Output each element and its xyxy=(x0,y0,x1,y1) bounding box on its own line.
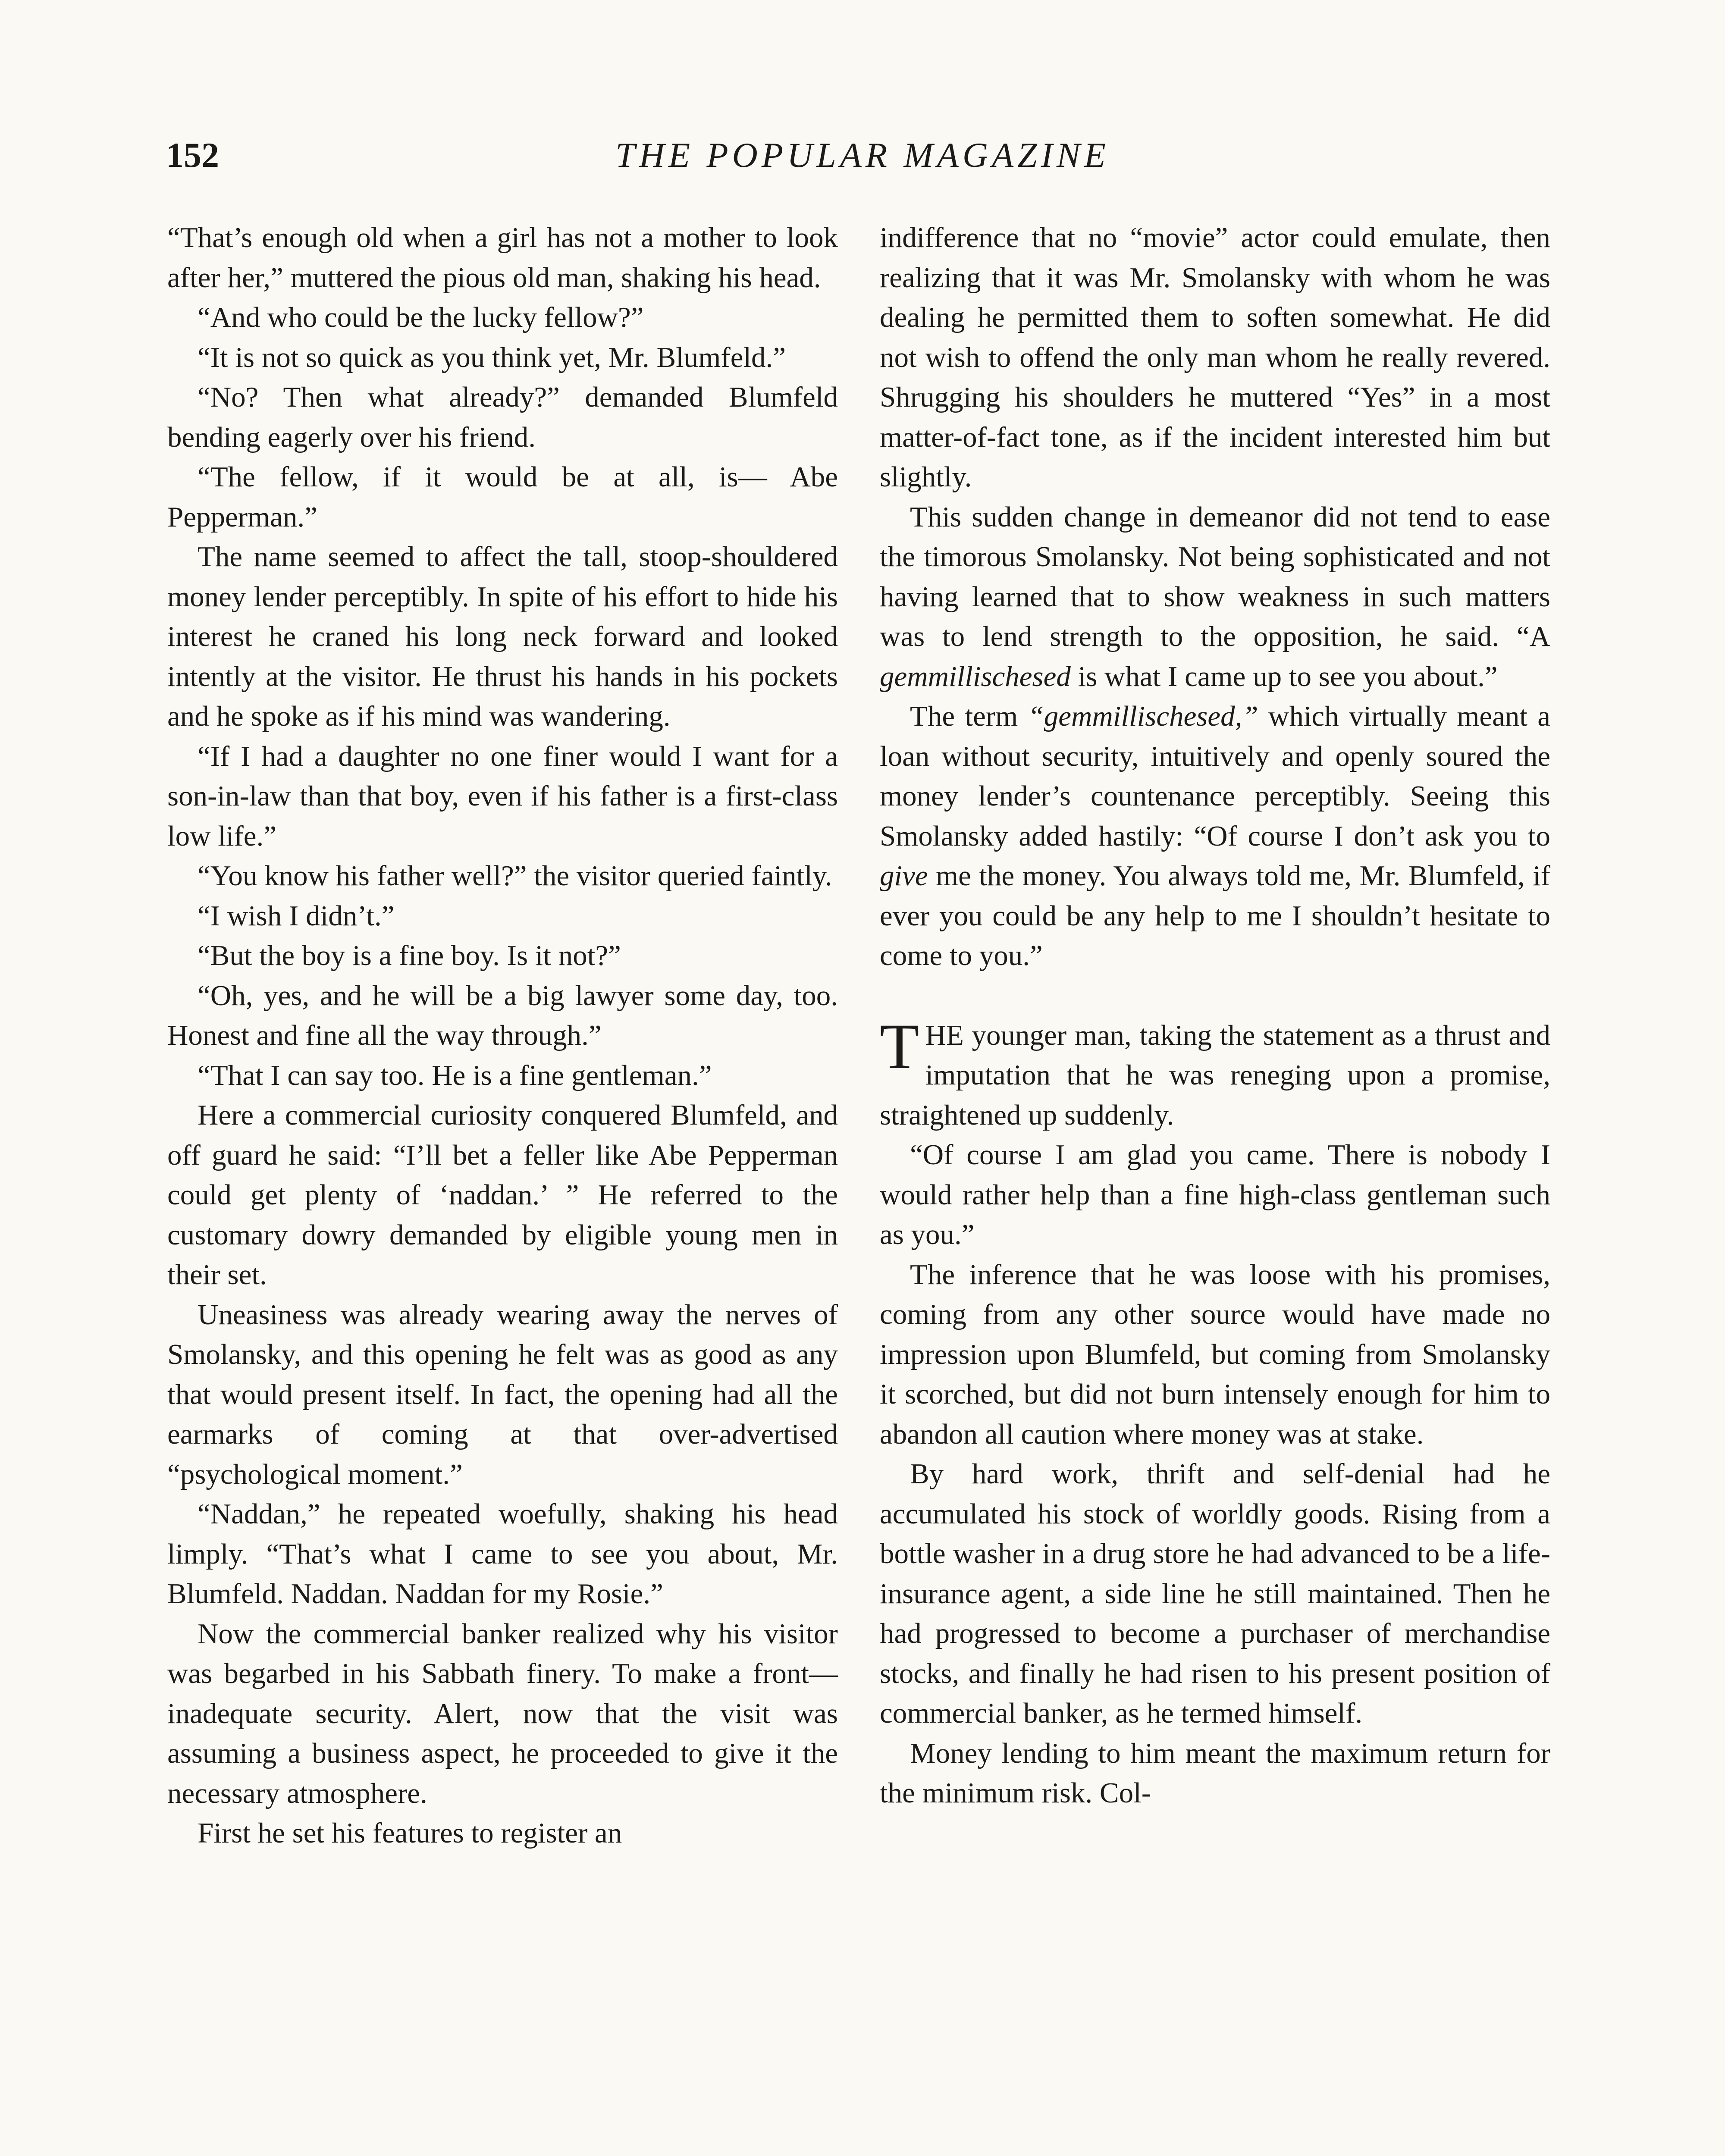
paragraph: “If I had a daughter no one finer would I want for a son-in-law than that boy, even if his father is a first-class low life.” xyxy=(167,740,838,852)
paragraph: The name seemed to affect the tall, stoop-shouldered money lender perceptibly. In spite of his effort to hide his interest he craned his long neck forward and looked intently at the visitor. He thrust his hands in his pockets and he spoke as if his mind was wandering. xyxy=(167,541,838,732)
paragraph: By hard work, thrift and self-denial had he accumulated his stock of worldly goods. Rising from a bottle washer in a drug store he had advanced to be a life-insurance agent, a side line he still maintained. Then he had progressed to become a purchaser of merchandise stocks, and finally he had risen to his present position of commercial banker, as he termed himself. xyxy=(880,1458,1550,1729)
paragraph: “You know his father well?” the visitor queried faintly. xyxy=(198,860,832,892)
text-run: This sudden change in demeanor did not tend to ease the timorous Smolansky. Not being sophisticated and not having learned that to show weakness in such matters was to lend strength to the opposition, he said. “A xyxy=(880,501,1550,652)
text-run: which virtually meant a loan without security, intuitively and openly soured the money lender’s countenance perceptibly. Seeing this Smolansky added hastily: “Of course I don’t ask you to xyxy=(880,700,1550,852)
paragraph: “That I can say too. He is a fine gentleman.” xyxy=(198,1059,712,1091)
italic-emphasis: give xyxy=(880,860,928,892)
paragraph: “Oh, yes, and he will be a big lawyer some day, too. Honest and fine all the way through.” xyxy=(167,979,838,1051)
paragraph: The inference that he was loose with his promises, coming from any other source would have made no impression upon Blumfeld, but coming from Smolansky it scorched, but did not burn intensely enough for him to abandon all caution where money was at stake. xyxy=(880,1258,1550,1450)
italic-term: gemmillischesed xyxy=(880,660,1071,693)
running-head: THE POPULAR MAGAZINE xyxy=(615,135,1110,175)
right-column xyxy=(880,218,1550,1813)
paragraph: indifference that no “movie” actor could emulate, then realizing that it was Mr. Smolansky with whom he was dealing he permitted them to soften somewhat. He did not wish to offend the only man whom he really revered. Shrugging his shoulders he muttered “Yes” in a most matter-of-fact tone, as if the incident interested him but slightly. xyxy=(880,222,1550,493)
paragraph: “Naddan,” he repeated woefully, shaking his head limply. “That’s what I came to see you about, Mr. Blumfeld. Naddan. Naddan for my Rosie.” xyxy=(167,1498,838,1610)
italic-term: “gemmillischesed,” xyxy=(1028,700,1258,732)
paragraph: “The fellow, if it would be at all, is— Abe Pepperman.” xyxy=(167,461,838,533)
text-run: HE younger man, taking the statement as a thrust and imputation that he was reneging upon a promise, straightened up suddenly. xyxy=(880,1019,1550,1131)
drop-cap: T xyxy=(880,1010,919,1082)
paragraph: “But the boy is a fine boy. Is it not?” xyxy=(198,940,621,971)
paragraph: Money lending to him meant the maximum return for the minimum risk. Col- xyxy=(880,1737,1550,1809)
text-run: is what I came up to see you about.” xyxy=(1070,660,1498,693)
paragraph: “I wish I didn’t.” xyxy=(198,899,395,932)
paragraph: “That’s enough old when a girl has not a mother to look after her,” muttered the pious old man, shaking his head. xyxy=(167,222,838,294)
paragraph: “And who could be the lucky fellow?” xyxy=(198,301,644,333)
paragraph xyxy=(880,696,1550,976)
paragraph: “It is not so quick as you think yet, Mr. Blumfeld.” xyxy=(198,341,786,373)
paragraph xyxy=(880,497,1550,697)
left-column xyxy=(167,218,838,1853)
paragraph: First he set his features to register an xyxy=(198,1817,622,1849)
text-run: me the money. You always told me, Mr. Blumfeld, if ever you could be any help to me I shouldn’t hesitate to come to you.” xyxy=(880,860,1550,971)
paragraph: Uneasiness was already wearing away the nerves of Smolansky, and this opening he felt was as good as any that would present itself. In fact, the opening had all the earmarks of coming at that over-advertised “psychological moment.” xyxy=(167,1298,838,1490)
page-number: 152 xyxy=(166,135,219,175)
section-start-paragraph xyxy=(880,1010,1550,1135)
text-run: The term xyxy=(910,700,1028,732)
page-header xyxy=(166,134,1559,181)
paragraph: Now the commercial banker realized why his visitor was begarbed in his Sabbath finery. To make a front—inadequate security. Alert, now that the visit was assuming a business aspect, he proceeded to give it the necessary atmosphere. xyxy=(167,1617,838,1809)
paragraph: “No? Then what already?” demanded Blumfeld bending eagerly over his friend. xyxy=(167,381,838,453)
paragraph: “Of course I am glad you came. There is nobody I would rather help than a fine high-class gentleman such as you.” xyxy=(880,1139,1550,1250)
paragraph: Here a commercial curiosity conquered Blumfeld, and off guard he said: “I’ll bet a feller like Abe Pepperman could get plenty of ‘naddan.’ ” He referred to the customary dowry demanded by eligible young men in their set. xyxy=(167,1099,838,1291)
